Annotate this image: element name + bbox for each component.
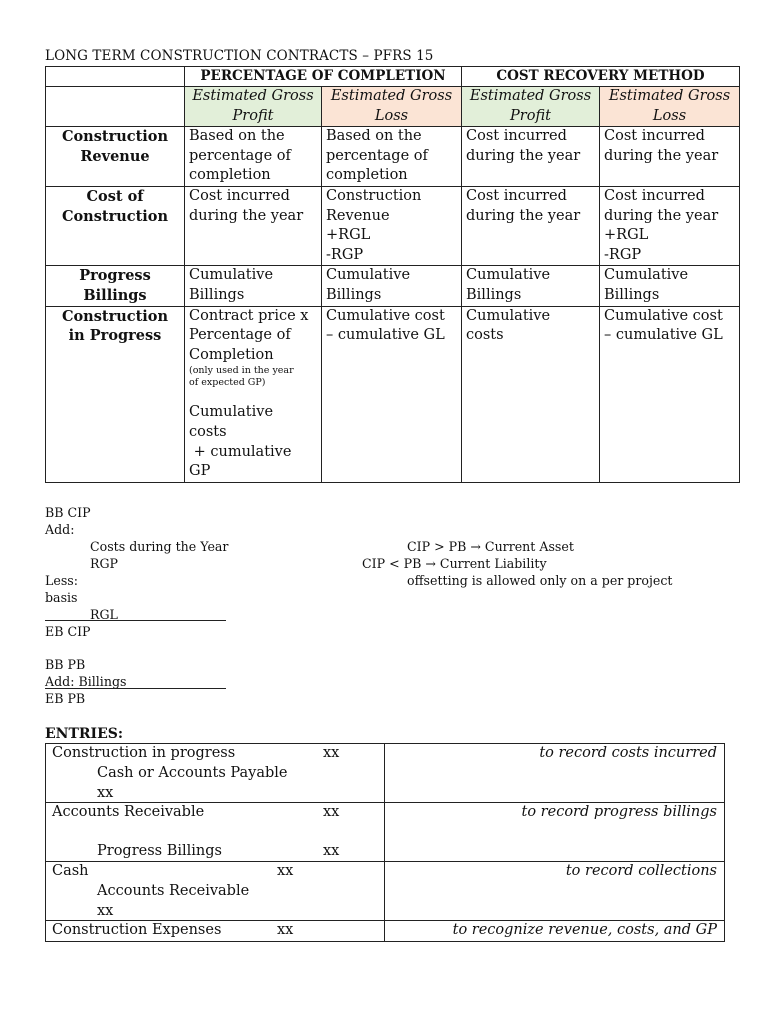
table-cell: Cumulative cost – cumulative GL [600,306,740,482]
subheader-poc-profit: Estimated Gross Profit [185,87,322,127]
empty-corner [46,67,185,87]
note-offsetting: offsetting is allowed only on a per project [407,573,673,588]
table-cell: Cumulative Billings [185,266,322,306]
empty-corner-2 [46,87,185,127]
costs-during-year-label: Costs during the Year [90,539,229,554]
rgl-label: RGL [90,607,118,622]
row-progress-billings [46,266,740,306]
entries-table [45,743,725,942]
entry-description: to record progress billings [385,803,725,862]
less-label: Less: [45,573,78,588]
entry-lines: Construction Expenses xx [46,921,385,942]
note-current-liability: CIP < PB → Current Liability [362,556,547,571]
basis-label: basis [45,590,78,605]
table-cell: Cumulative Billings [322,266,462,306]
subheader-cr-profit: Estimated Gross Profit [462,87,600,127]
table-cell: Cost incurred during the year [462,186,600,265]
bb-pb-label: BB PB [45,657,86,672]
table-cell: Cost incurred during the year +RGL -RGP [600,186,740,265]
debit-amount: xx [323,804,340,820]
entry-description: to record collections [385,862,725,921]
eb-cip-label: EB CIP [45,624,91,639]
table-cell: Cost incurred during the year [462,127,600,187]
row-label: Cost of Construction [46,186,185,265]
rgp-label: RGP [90,556,119,571]
eb-pb-label: EB PB [45,691,86,706]
table-cell: Based on the percentage of completion [185,127,322,187]
group-header-cost-recovery: COST RECOVERY METHOD [462,67,740,87]
methods-table [45,66,740,483]
row-label: Construction in Progress [46,306,185,482]
subheader-cr-loss: Estimated Gross Loss [600,87,740,127]
debit-amount: xx [277,922,294,938]
debit-amount: xx [277,863,294,879]
add-label: Add: [45,522,75,537]
entry-collections [46,862,725,921]
entry-description: to recognize revenue, costs, and GP [385,921,725,942]
row-label: Construction Revenue [46,127,185,187]
subheader-poc-loss: Estimated Gross Loss [322,87,462,127]
entry-description: to record costs incurred [385,744,725,803]
page-title: LONG TERM CONSTRUCTION CONTRACTS – PFRS 15 [45,48,434,64]
group-header-poc: PERCENTAGE OF COMPLETION [185,67,462,87]
row-cost-of-construction [46,186,740,265]
subheader-row [46,87,740,127]
add-billings-label: Add: Billings [45,674,127,689]
table-cell: Cost incurred during the year [600,127,740,187]
table-cell: Cost incurred during the year [185,186,322,265]
row-label: Progress Billings [46,266,185,306]
table-cell: Cumulative costs [462,306,600,482]
bb-cip-label: BB CIP [45,505,91,520]
table-cell: Based on the percentage of completion [322,127,462,187]
table-cell: Construction Revenue +RGL -RGP [322,186,462,265]
note-current-asset: CIP > PB → Current Asset [407,539,574,554]
group-header-row [46,67,740,87]
table-cell: Cumulative Billings [462,266,600,306]
table-cell: Contract price x Percentage of Completion (only used in the year of expected GP) Cumulative costs + cumulative GP [185,306,322,482]
pb-underline [45,688,226,689]
entry-progress-billings [46,803,725,862]
table-cell: Cumulative cost – cumulative GL [322,306,462,482]
credit-amount: xx [323,843,340,859]
rollforward-underline [45,620,226,621]
entries-title: ENTRIES: [45,726,124,742]
row-construction-revenue [46,127,740,187]
entry-lines: Construction in progress xx Cash or Accounts Payable xx [46,744,385,803]
row-construction-in-progress [46,306,740,482]
table-cell: Cumulative Billings [600,266,740,306]
entry-lines: Accounts Receivable xx Progress Billings xx [46,803,385,862]
credit-amount: xx [97,903,114,919]
entry-recognize-revenue [46,921,725,942]
cip-note: (only used in the year [189,365,294,377]
entry-costs-incurred [46,744,725,803]
entry-lines: Cash xx Accounts Receivable xx [46,862,385,921]
credit-amount: xx [97,785,114,801]
debit-amount: xx [323,745,340,761]
